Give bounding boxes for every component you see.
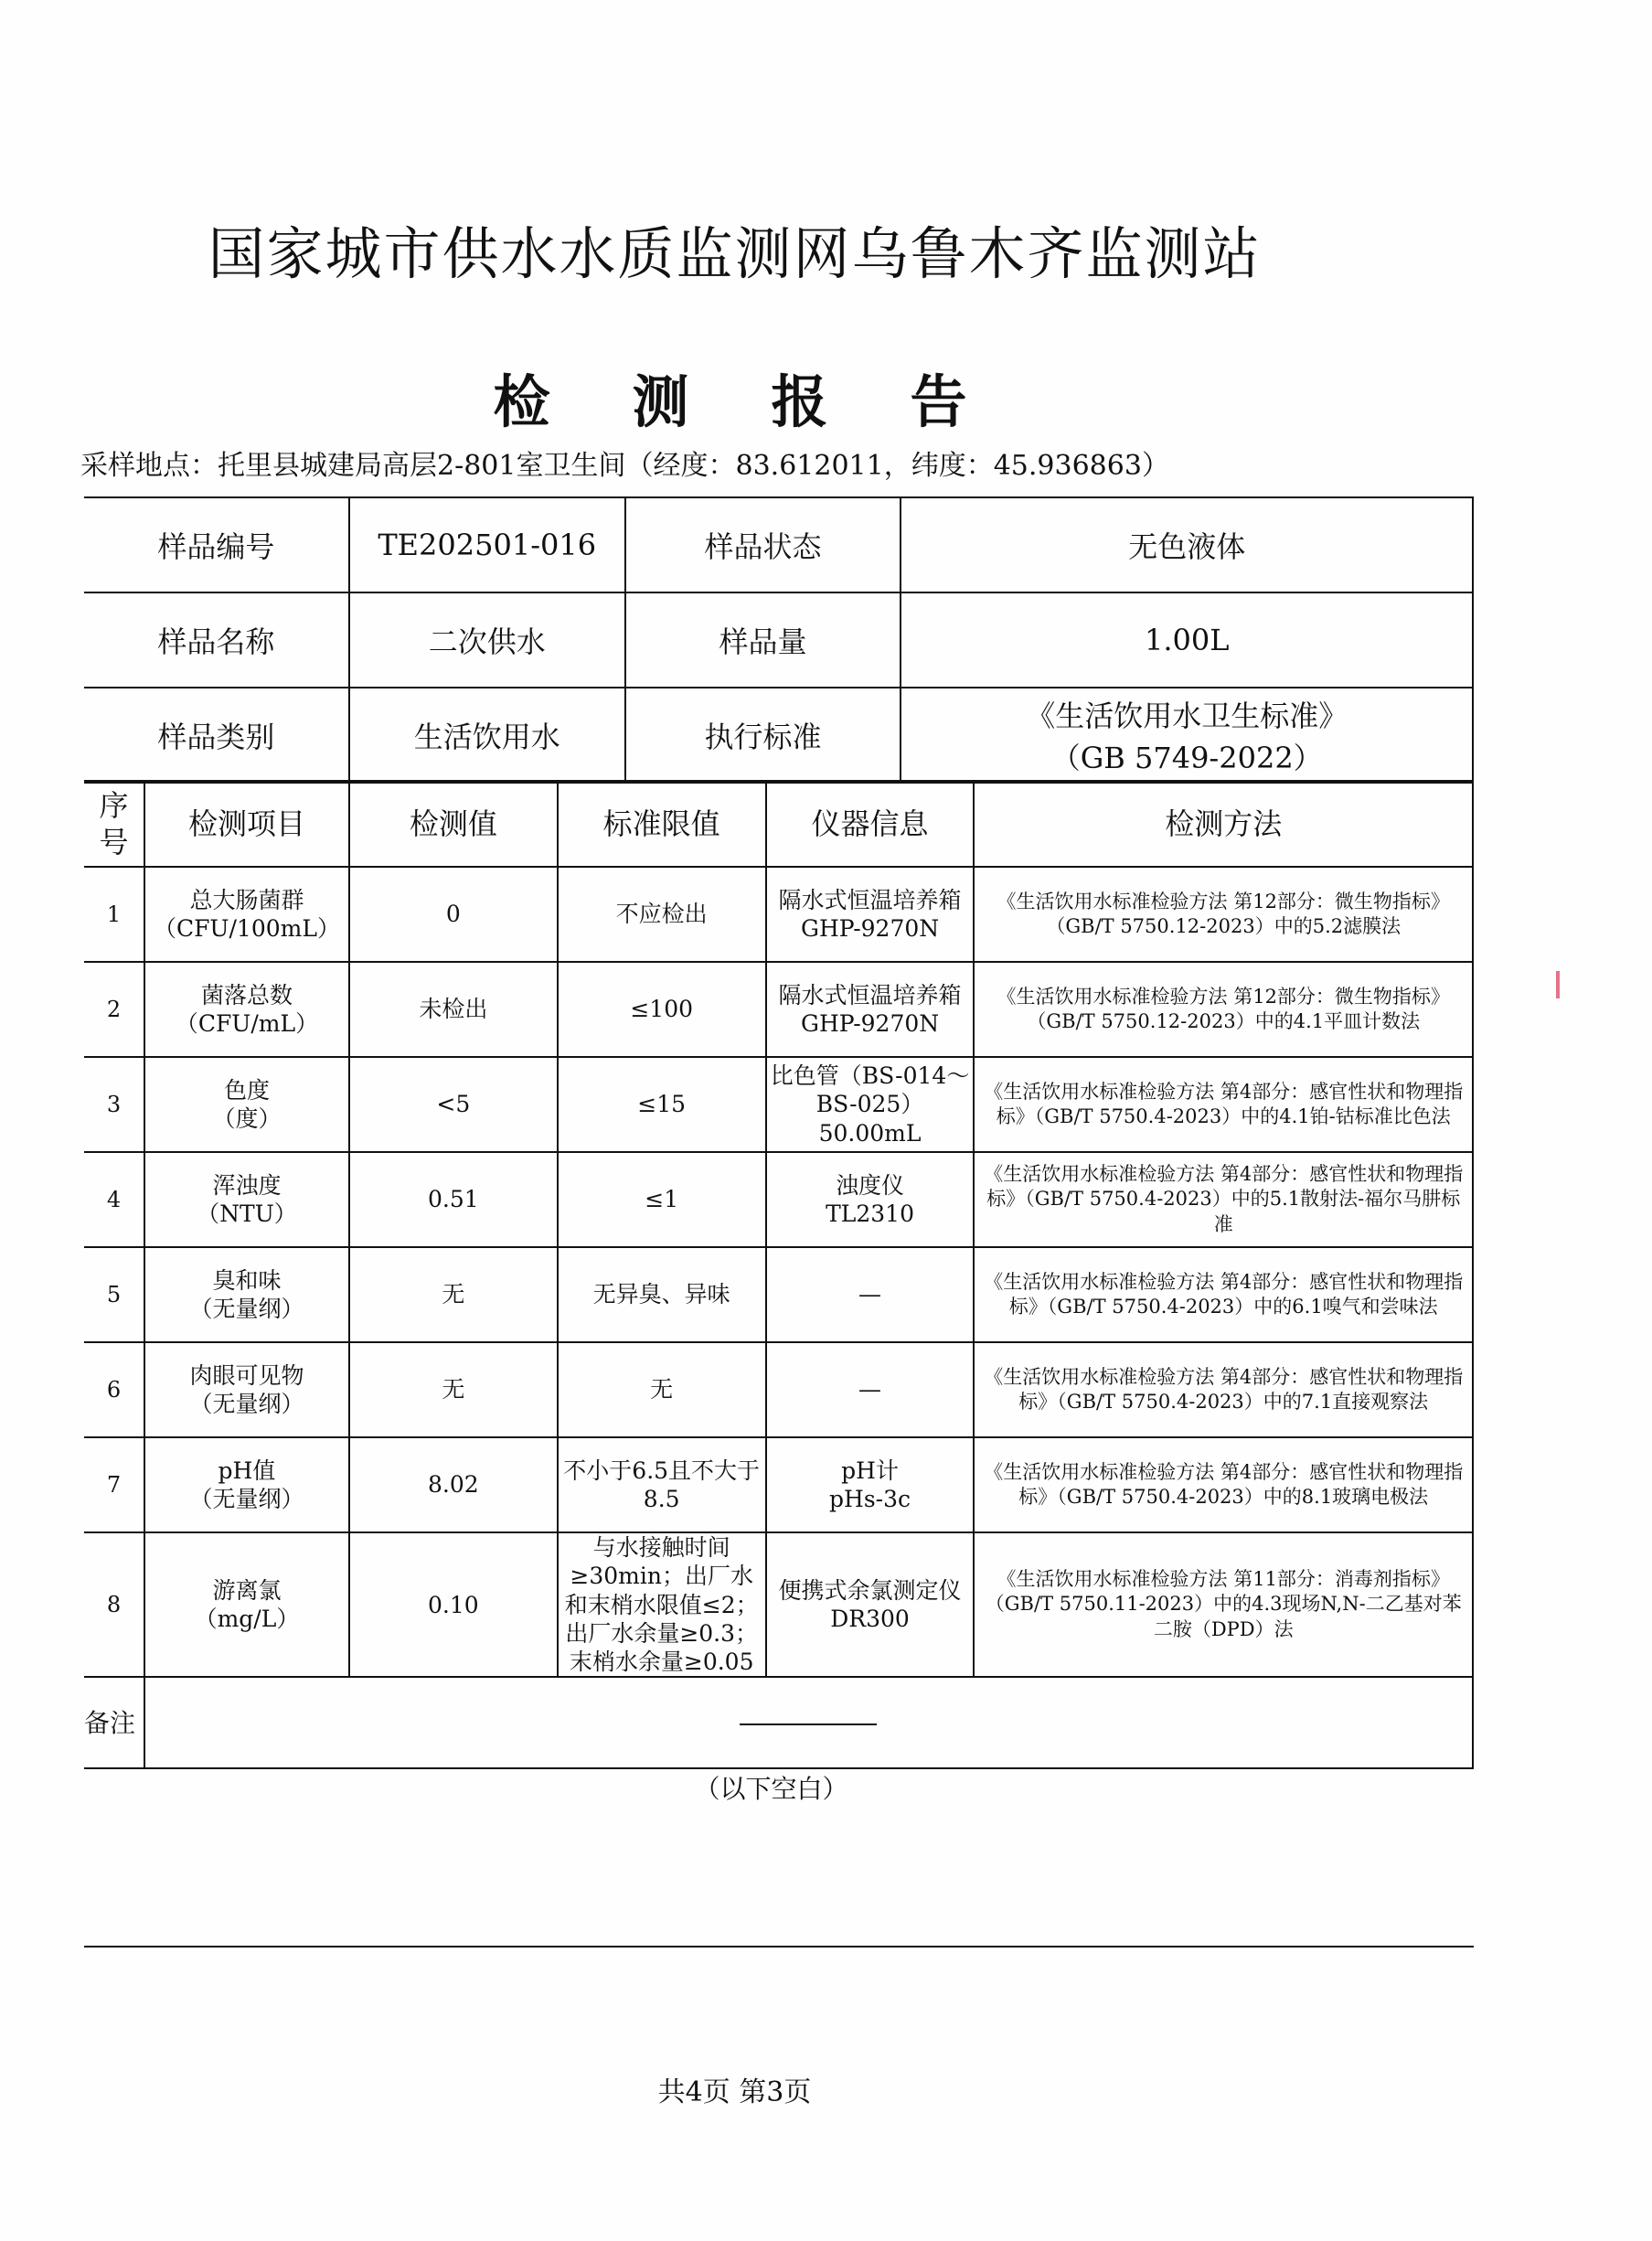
table-row (84, 867, 1473, 962)
row-method: 《生活饮用水标准检验方法 第4部分：感官性状和物理指标》（GB/T 5750.4-2023）中的5.1散射法-福尔马肼标准 (974, 1152, 1473, 1247)
row-method: 《生活饮用水标准检验方法 第4部分：感官性状和物理指标》（GB/T 5750.4-2023）中的7.1直接观察法 (974, 1342, 1473, 1437)
row-value: 无 (349, 1342, 558, 1437)
row-method: 《生活饮用水标准检验方法 第12部分：微生物指标》（GB/T 5750.12-2023）中的5.2滤膜法 (974, 867, 1473, 962)
row-item (144, 1437, 349, 1532)
sample-category-value: 生活饮用水 (349, 688, 625, 783)
row-instrument (766, 1532, 975, 1677)
instrument-name: 隔水式恒温培养箱 (778, 981, 962, 1008)
instrument-name: pH计 (841, 1457, 899, 1484)
row-seq: 8 (84, 1532, 144, 1677)
instrument-model: pHs-3c (829, 1486, 911, 1512)
row-seq: 6 (84, 1342, 144, 1437)
instrument-model: DR300 (830, 1606, 910, 1633)
standard-name: 《生活饮用水卫生标准》 (1026, 699, 1348, 733)
sample-info-row (84, 688, 1473, 783)
row-value: 0.10 (349, 1532, 558, 1677)
header-instrument: 仪器信息 (766, 781, 975, 867)
item-unit: （CFU/mL） (175, 1010, 319, 1037)
row-seq: 7 (84, 1437, 144, 1532)
header-seq: 序号 (84, 781, 144, 867)
row-limit: 与水接触时间≥30min；出厂水和末梢水限值≤2；出厂水余量≥0.3；末梢水余量≥0.05 (558, 1532, 766, 1677)
sample-amount-label: 样品量 (625, 592, 901, 688)
header-item: 检测项目 (144, 781, 349, 867)
row-value: 未检出 (349, 962, 558, 1057)
header-method: 检测方法 (974, 781, 1473, 867)
sample-id-value: TE202501-016 (349, 497, 625, 592)
row-instrument (766, 867, 975, 962)
row-method: 《生活饮用水标准检验方法 第4部分：感官性状和物理指标》（GB/T 5750.4-2023）中的8.1玻璃电极法 (974, 1437, 1473, 1532)
table-row (84, 962, 1473, 1057)
row-item (144, 1057, 349, 1152)
standard-label: 执行标准 (625, 688, 901, 783)
row-item (144, 1532, 349, 1677)
margin-mark (1556, 971, 1560, 998)
table-row (84, 1057, 1473, 1152)
header-value: 检测值 (349, 781, 558, 867)
table-row (84, 1437, 1473, 1532)
remark-content (144, 1677, 1473, 1768)
sample-id-label: 样品编号 (84, 497, 349, 592)
row-item (144, 1342, 349, 1437)
instrument-model: GHP-9270N (800, 915, 940, 942)
instrument-model: GHP-9270N (800, 1010, 940, 1037)
sample-state-label: 样品状态 (625, 497, 901, 592)
table-row (84, 1532, 1473, 1677)
row-limit: ≤100 (558, 962, 766, 1057)
item-unit: （无量纲） (189, 1296, 304, 1322)
results-table (84, 780, 1474, 1769)
item-name: 臭和味 (212, 1266, 282, 1294)
item-name: 游离氯 (212, 1576, 282, 1604)
standard-value (901, 688, 1473, 783)
results-header-row (84, 781, 1473, 867)
item-name: 菌落总数 (200, 981, 293, 1008)
row-limit: ≤1 (558, 1152, 766, 1247)
item-unit: （度） (212, 1105, 282, 1132)
bottom-rule (84, 1946, 1474, 1948)
sample-info-row (84, 497, 1473, 592)
item-unit: （无量纲） (189, 1391, 304, 1417)
remark-row (84, 1677, 1473, 1768)
row-seq: 4 (84, 1152, 144, 1247)
instrument-name: 比色管（BS-014～ (770, 1062, 970, 1090)
blank-note: （以下空白） (694, 1774, 848, 1804)
row-item (144, 1152, 349, 1247)
item-name: 浑浊度 (212, 1171, 282, 1199)
row-value: 0.51 (349, 1152, 558, 1247)
item-unit: （无量纲） (189, 1486, 304, 1512)
instrument-name: 浊度仪 (836, 1171, 905, 1199)
row-instrument (766, 1152, 975, 1247)
item-unit: （NTU） (197, 1201, 297, 1227)
row-method: 《生活饮用水标准检验方法 第4部分：感官性状和物理指标》（GB/T 5750.4-2023）中的6.1嗅气和尝味法 (974, 1247, 1473, 1342)
table-row (84, 1247, 1473, 1342)
row-instrument: — (766, 1342, 975, 1437)
row-seq: 5 (84, 1247, 144, 1342)
report-title: 检测报告 (493, 368, 1050, 435)
row-value: 8.02 (349, 1437, 558, 1532)
table-row (84, 1152, 1473, 1247)
sample-info-row (84, 592, 1473, 688)
header-limit: 标准限值 (558, 781, 766, 867)
instrument-volume: 50.00mL (818, 1119, 922, 1147)
row-instrument (766, 1057, 975, 1152)
sample-info-table (84, 496, 1474, 784)
row-item (144, 962, 349, 1057)
item-name: 色度 (223, 1076, 270, 1104)
instrument-model: BS-025） (815, 1091, 924, 1118)
item-name: 肉眼可见物 (189, 1361, 304, 1389)
row-method: 《生活饮用水标准检验方法 第12部分：微生物指标》（GB/T 5750.12-2023）中的4.1平皿计数法 (974, 962, 1473, 1057)
sampling-site: 采样地点：托里县城建局高层2-801室卫生间（经度：83.612011，纬度：45.936863） (80, 450, 1169, 482)
row-method: 《生活饮用水标准检验方法 第4部分：感官性状和物理指标》（GB/T 5750.4-2023）中的4.1铂-钴标准比色法 (974, 1057, 1473, 1152)
row-limit: 不应检出 (558, 867, 766, 962)
sample-name-label: 样品名称 (84, 592, 349, 688)
standard-code: （GB 5749-2022） (1050, 741, 1323, 775)
item-unit: （CFU/100mL） (153, 915, 340, 942)
row-item (144, 1247, 349, 1342)
organization-title: 国家城市供水水质监测网乌鲁木齐监测站 (208, 220, 1262, 287)
row-item (144, 867, 349, 962)
row-seq: 3 (84, 1057, 144, 1152)
instrument-name: 隔水式恒温培养箱 (778, 886, 962, 913)
table-row (84, 1342, 1473, 1437)
row-value: 0 (349, 867, 558, 962)
instrument-name: 便携式余氯测定仪 (778, 1576, 962, 1604)
row-limit: ≤15 (558, 1057, 766, 1152)
row-instrument (766, 1437, 975, 1532)
row-value: <5 (349, 1057, 558, 1152)
instrument-model: TL2310 (826, 1201, 914, 1227)
remark-label: 备注 (84, 1677, 144, 1768)
sample-category-label: 样品类别 (84, 688, 349, 783)
item-name: 总大肠菌群 (189, 886, 304, 913)
row-limit: 不小于6.5且不大于8.5 (558, 1437, 766, 1532)
row-limit: 无异臭、异味 (558, 1247, 766, 1342)
sample-state-value: 无色液体 (901, 497, 1473, 592)
sample-name-value: 二次供水 (349, 592, 625, 688)
row-method: 《生活饮用水标准检验方法 第11部分：消毒剂指标》（GB/T 5750.11-2023）中的4.3现场N,N-二乙基对苯二胺（DPD）法 (974, 1532, 1473, 1677)
row-limit: 无 (558, 1342, 766, 1437)
item-unit: （mg/L） (194, 1606, 300, 1633)
row-seq: 1 (84, 867, 144, 962)
remark-dash (740, 1723, 877, 1725)
row-value: 无 (349, 1247, 558, 1342)
row-instrument (766, 962, 975, 1057)
row-instrument: — (766, 1247, 975, 1342)
row-seq: 2 (84, 962, 144, 1057)
sample-amount-value: 1.00L (901, 592, 1473, 688)
page-number: 共4页 第3页 (657, 2076, 812, 2108)
item-name: pH值 (218, 1457, 276, 1484)
